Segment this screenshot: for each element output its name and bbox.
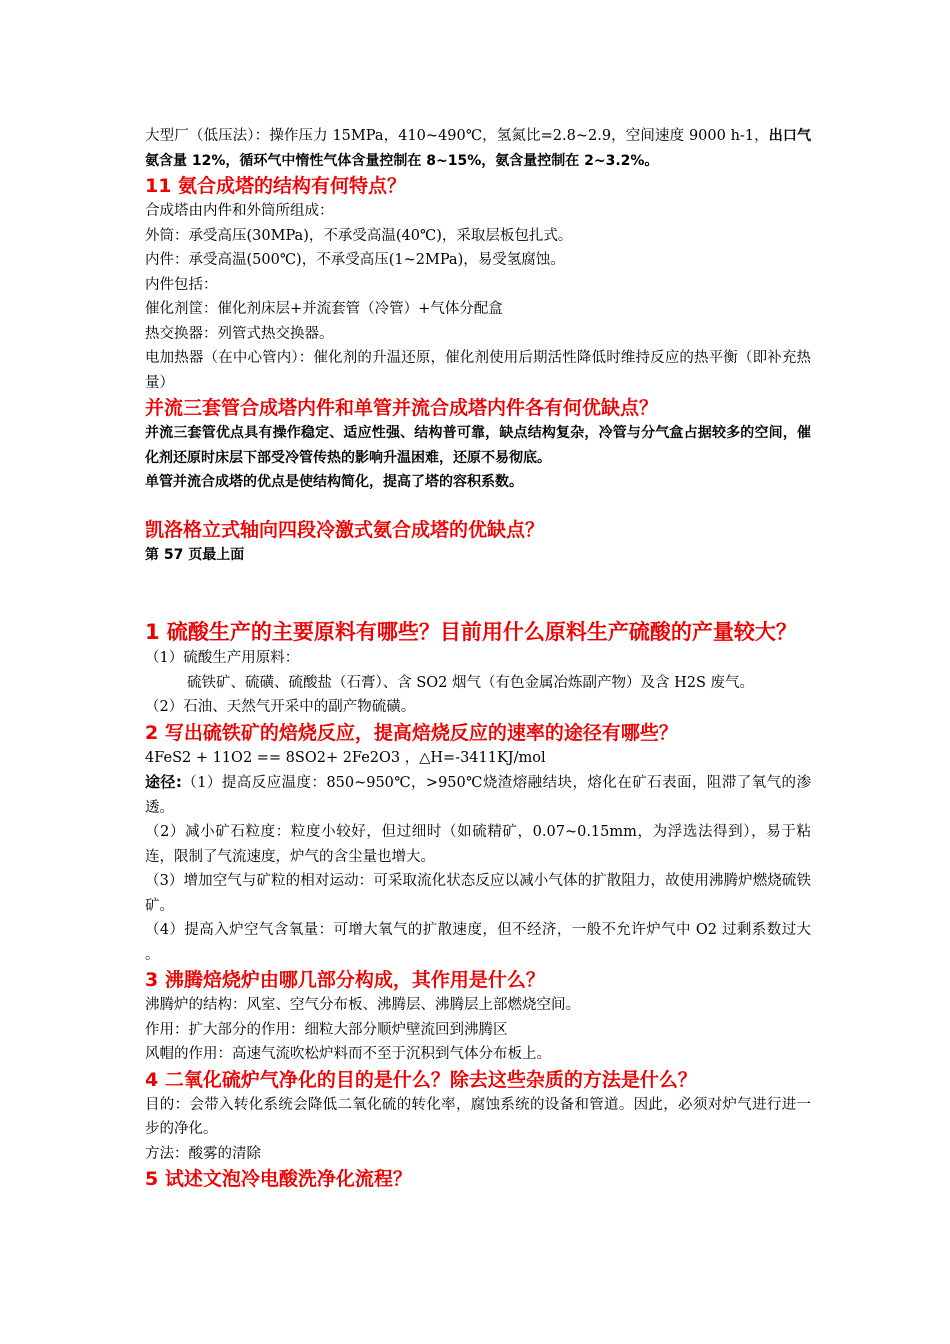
parallel-line: 单管并流合成塔的优点是使结构简化，提高了塔的容积系数。 xyxy=(145,474,523,490)
kellogg-note: 第 57 页最上面 xyxy=(145,546,245,563)
q11-line: 内件包括： xyxy=(145,276,218,293)
q11-line: 电加热器（在中心管内）：催化剂的升温还原，催化剂使用后期活性降低时维持反应的热平衡（即补充热量） xyxy=(145,350,811,391)
q2-equation: 4FeS2 + 11O2 == 8SO2+ 2Fe2O3 ，△H=-3411KJ/mol xyxy=(145,749,546,766)
q11-line: 催化剂筐：催化剂床层+并流套管（冷管）+气体分配盒 xyxy=(145,301,503,317)
q11-line: 热交换器：列管式热交换器。 xyxy=(145,325,334,342)
q3-line: 作用：扩大部分的作用：细粒大部分顺炉壁流回到沸腾区 xyxy=(145,1021,508,1038)
q2-line: （4）提高入炉空气含氧量：可增大氧气的扩散速度，但不经济，一般不允许炉气中 O2 过剩系数过大 。 xyxy=(145,922,811,963)
intro-bold-text-2: 氨含量 12%，循环气中惰性气体含量控制在 8~15%，氨含量控制在 2~3.2%。 xyxy=(145,152,659,169)
intro-normal-text: 大型厂（低压法）：操作压力 15MPa，410~490℃，氢氮比=2.8~2.9，空间速度 9000 h-1， xyxy=(145,128,769,144)
route-first-text: （1）提高反应温度：850~950℃，>950℃烧渣熔融结块，熔化在矿石表面，阻滞了氧气的渗透。 xyxy=(145,775,811,816)
intro-bold-text-1: 出口气 xyxy=(768,128,811,144)
q1-line: 硫铁矿、硫磺、硫酸盐（石膏）、含 SO2 烟气（有色金属冶炼副产物）及含 H2S 废气。 xyxy=(187,674,755,691)
q1-heading: 1 硫酸生产的主要原料有哪些？目前用什么原料生产硫酸的产量较大？ xyxy=(145,620,797,644)
q3-line: 沸腾炉的结构：风室、空气分布板、沸腾层、沸腾层上部燃烧空间。 xyxy=(145,997,580,1013)
intro-paragraph xyxy=(145,124,811,173)
q11-line: 内件：承受高温(500℃)，不承受高压(1~2MPa)，易受氢腐蚀。 xyxy=(145,252,565,268)
q1-line: （2）石油、天然气开采中的副产物硫磺。 xyxy=(145,699,416,715)
route-label: 途径: xyxy=(145,773,182,791)
spacer xyxy=(145,567,811,619)
q4-line: 方法：酸雾的清除 xyxy=(145,1145,261,1162)
q1-line: （1）硫酸生产用原料： xyxy=(145,650,300,666)
kellogg-heading: 凯洛格立式轴向四段冷激式氨合成塔的优缺点？ xyxy=(145,518,545,541)
q4-heading: 4 二氧化硫炉气净化的目的是什么？除去这些杂质的方法是什么？ xyxy=(145,1068,697,1091)
document-page xyxy=(145,124,811,1192)
q2-route-paragraph xyxy=(145,770,811,820)
q4-line: 目的：会带入转化系统会降低二氧化硫的转化率，腐蚀系统的设备和管道。因此，必须对炉气进行进一步的净化。 xyxy=(145,1096,811,1137)
q11-line: 合成塔由内件和外筒所组成： xyxy=(145,203,334,219)
q2-line: （2）减小矿石粒度：粒度小较好，但过细时（如硫精矿，0.07~0.15mm，为浮选法得到），易于粘连，限制了气流速度，炉气的含尘量也增大。 xyxy=(145,824,811,865)
parallel-heading: 并流三套管合成塔内件和单管并流合成塔内件各有何优缺点？ xyxy=(145,397,659,419)
q11-heading: 11 氨合成塔的结构有何特点？ xyxy=(145,175,407,197)
q5-heading: 5 试述文泡冷电酸洗净化流程？ xyxy=(145,1168,412,1190)
parallel-line: 并流三套管优点具有操作稳定、适应性强、结构普可靠，缺点结构复杂，冷管与分气盒占据较多的空间，催化剂还原时床层下部受冷管传热的影响升温困难，还原不易彻底。 xyxy=(145,425,811,466)
q2-heading: 2 写出硫铁矿的焙烧反应，提高焙烧反应的速率的途径有哪些？ xyxy=(145,721,678,744)
q3-line: 风帽的作用：高速气流吹松炉料而不至于沉积到气体分布板上。 xyxy=(145,1046,551,1062)
q11-line: 外筒：承受高压(30MPa)，不承受高温(40℃)，采取层板包扎式。 xyxy=(145,227,573,244)
q3-heading: 3 沸腾焙烧炉由哪几部分构成，其作用是什么？ xyxy=(145,969,545,991)
q2-line: （3）增加空气与矿粒的相对运动：可采取流化状态反应以减小气体的扩散阻力，故使用沸腾炉燃烧硫铁矿。 xyxy=(145,873,811,914)
spacer xyxy=(145,495,811,517)
